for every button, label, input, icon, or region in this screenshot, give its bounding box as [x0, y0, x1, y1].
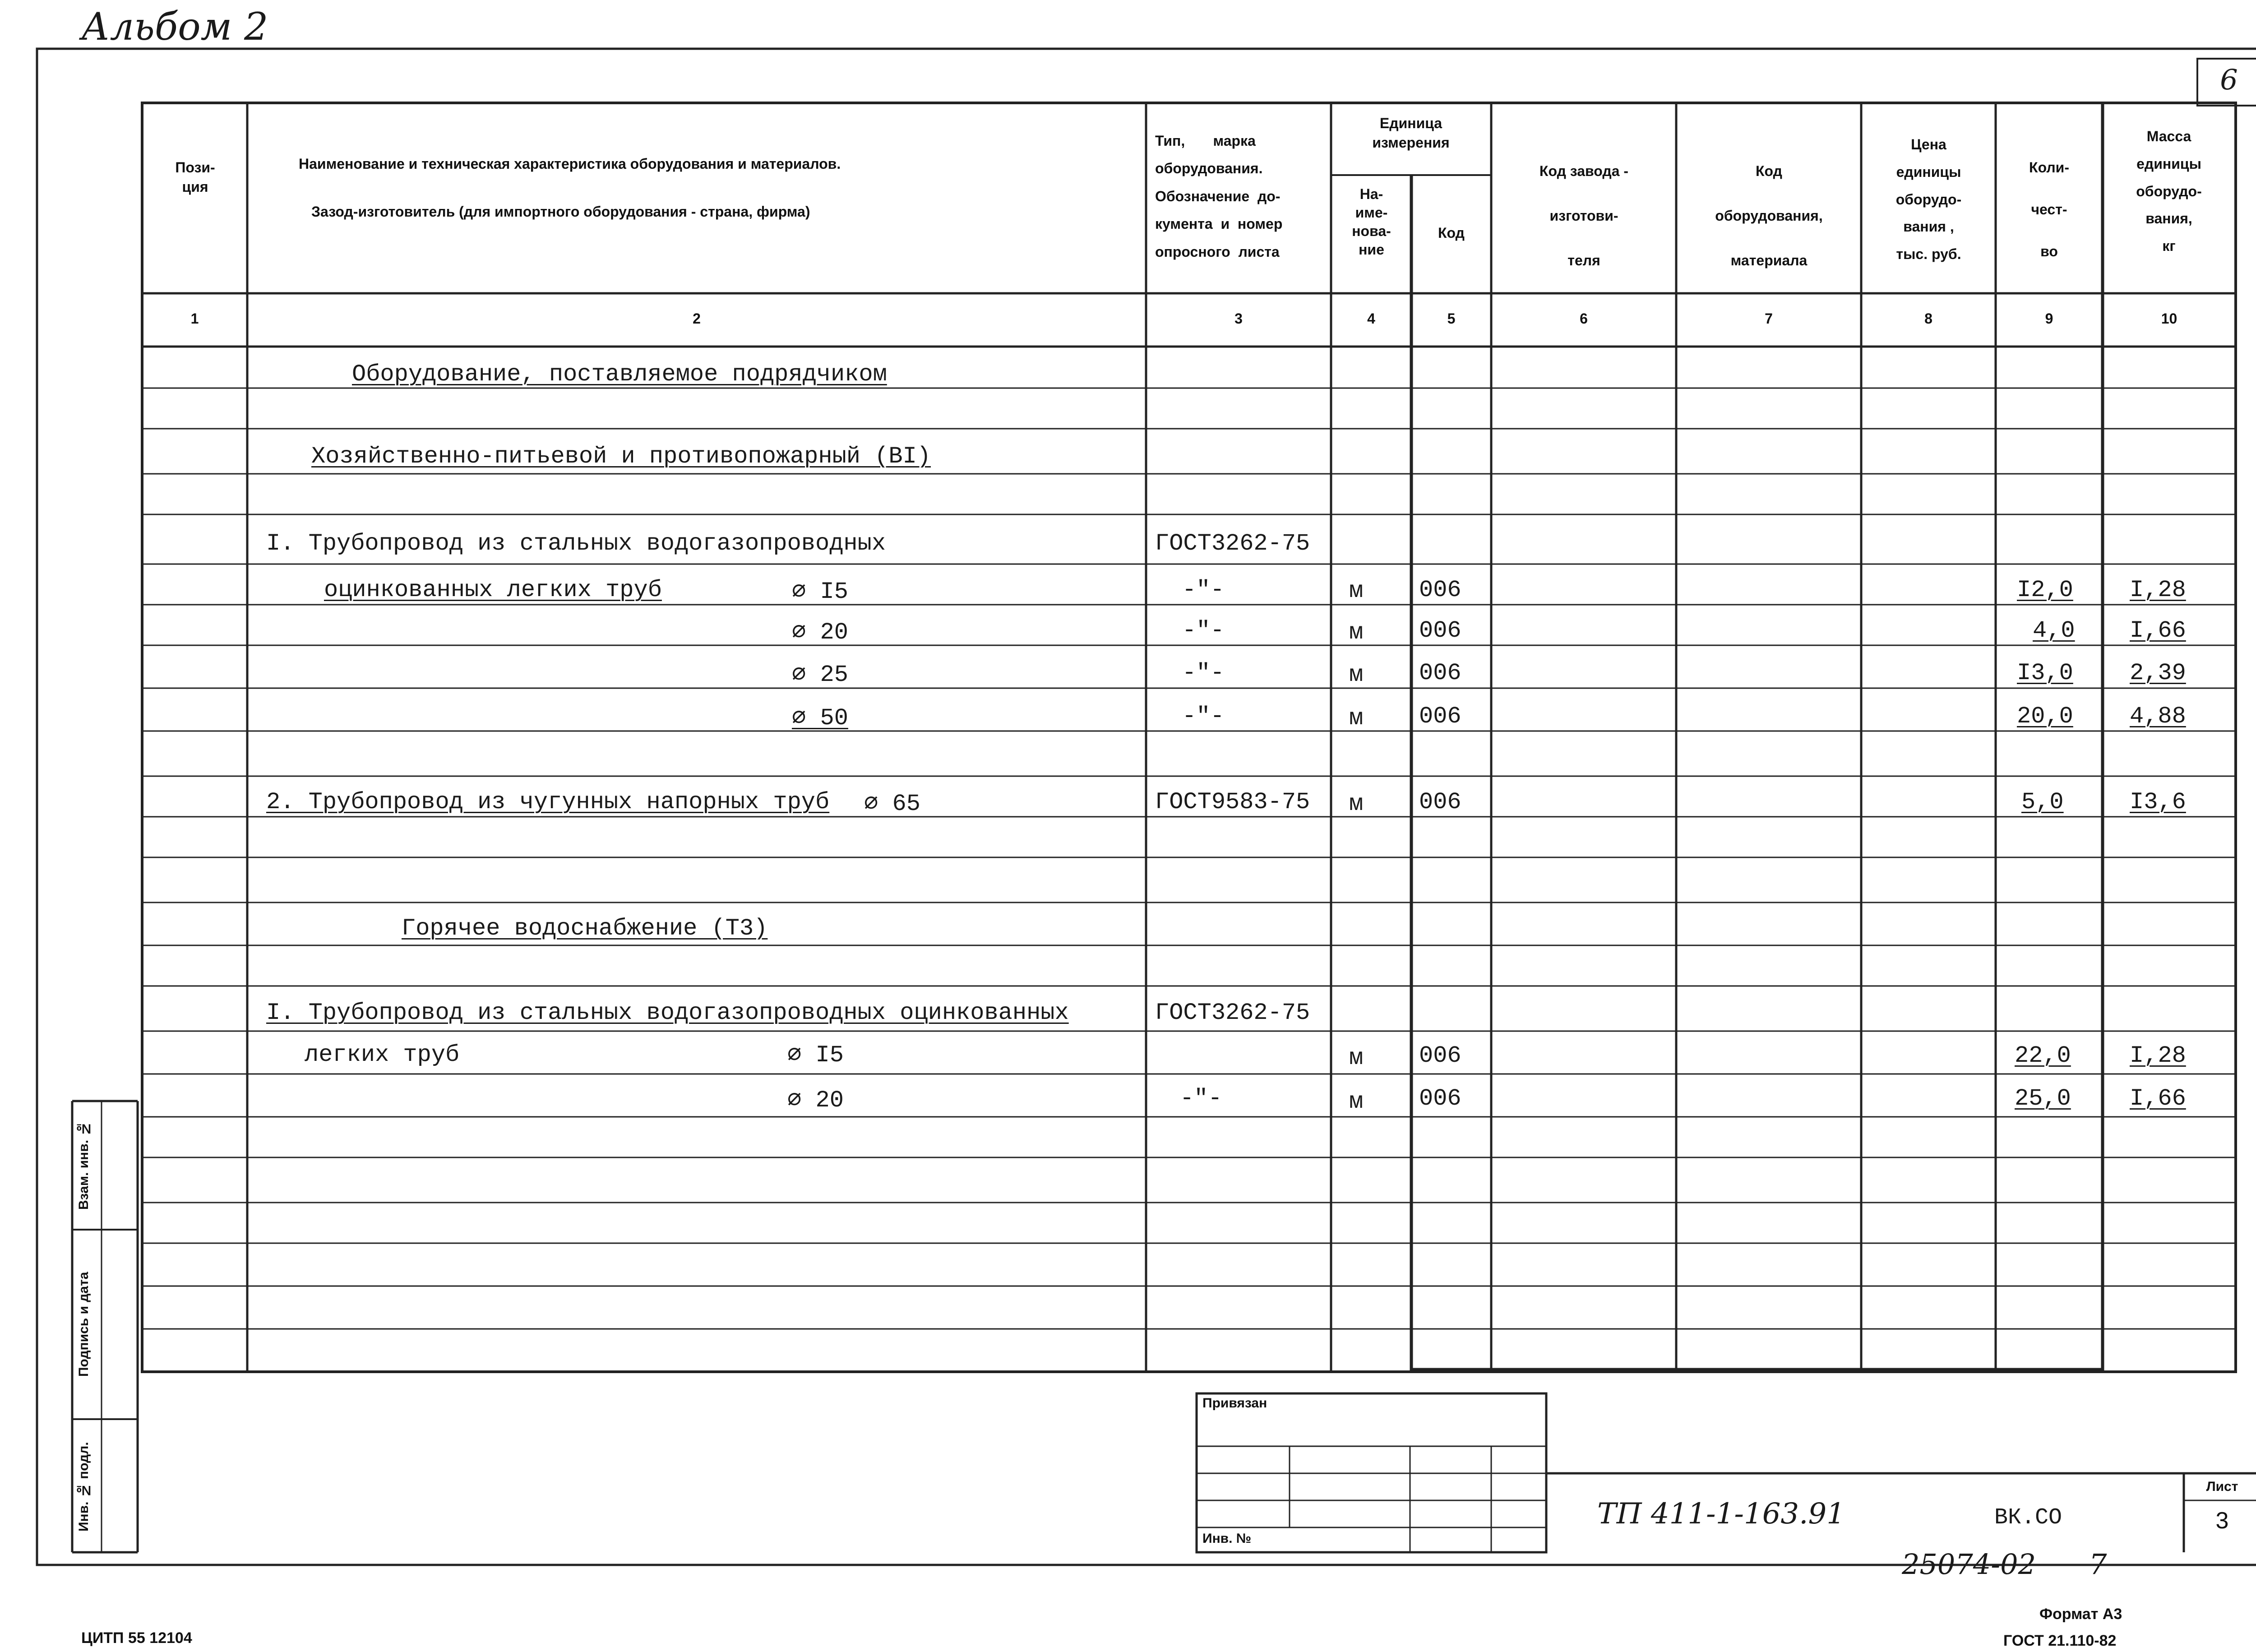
- header-unit-code: Код: [1438, 225, 1465, 241]
- system-title: Хозяйственно-питьевой и противопожарный (BI): [311, 443, 931, 470]
- header-quantity: Коли- чест- во: [2029, 159, 2069, 259]
- item-unit-code: 006: [1419, 577, 1461, 603]
- item-diameter: ⌀ 20: [787, 1087, 844, 1114]
- item-quantity: 22,0: [2015, 1042, 2071, 1069]
- item-unit: м: [1349, 1088, 1364, 1115]
- section-title: Оборудование, поставляемое подрядчиком: [352, 361, 887, 388]
- album-mark: Альбом 2: [81, 5, 268, 49]
- column-number: 8: [1924, 310, 1932, 327]
- item-diameter: ⌀ 65: [864, 791, 920, 817]
- item-unit: м: [1349, 791, 1364, 817]
- item-unit: м: [1349, 662, 1364, 688]
- item-mass: I3,6: [2130, 789, 2186, 815]
- item-unit: м: [1349, 705, 1364, 731]
- item-mass: 4,88: [2130, 703, 2186, 730]
- header-factory-code: Код завода - изготови- теля: [1539, 163, 1629, 269]
- item-unit-code: 006: [1419, 789, 1461, 815]
- item-quantity: 5,0: [2021, 789, 2064, 815]
- item-name: I. Трубопровод из стальных водогазопроводных оцинкованных: [266, 1000, 1069, 1026]
- section-title: Горячее водоснабжение (Т3): [402, 915, 768, 942]
- item-type: ГОСТ3262-75: [1155, 1000, 1310, 1026]
- header-unit-name: На- име- нова- ние: [1352, 186, 1391, 258]
- archive-number: 25074-02: [1902, 1548, 2036, 1581]
- item-name: оцинкованных легких труб: [324, 577, 662, 603]
- bound-label: Привязан: [1202, 1396, 1267, 1411]
- item-type: -"-: [1180, 1085, 1222, 1112]
- item-diameter: ⌀ 50: [792, 705, 848, 731]
- item-unit-code: 006: [1419, 1085, 1461, 1112]
- item-type: -"-: [1182, 660, 1225, 686]
- header-price: Цена единицы оборудо- вания , тыс. руб.: [1895, 136, 1962, 263]
- item-unit: м: [1349, 619, 1364, 646]
- inv-orig-label: Инв. № подл.: [76, 1442, 91, 1532]
- item-unit: м: [1349, 578, 1364, 604]
- item-quantity: 4,0: [2033, 617, 2075, 644]
- column-number: 5: [1447, 310, 1456, 327]
- item-unit-code: 006: [1419, 660, 1461, 686]
- item-name: легких труб: [305, 1041, 460, 1068]
- sign-date-label: Подпись и дата: [76, 1272, 91, 1377]
- item-diameter: ⌀ I5: [787, 1042, 844, 1069]
- archive-sheet: 7: [2089, 1548, 2107, 1581]
- item-diameter: ⌀ I5: [792, 578, 848, 605]
- column-number: 4: [1367, 310, 1375, 327]
- column-number: 2: [693, 310, 701, 327]
- corner-page-number: 6: [2220, 63, 2238, 96]
- header-name-line1: Наименование и техническая характеристика оборудования и материалов.: [299, 156, 841, 172]
- item-mass: I,28: [2130, 1042, 2186, 1069]
- item-quantity: 20,0: [2017, 703, 2073, 730]
- sheet-label: Лист: [2206, 1479, 2238, 1494]
- header-type: Тип, марка оборудования. Обозначение до- кумента и номер опросного листа: [1155, 133, 1283, 260]
- item-type: ГОСТ3262-75: [1155, 530, 1310, 557]
- item-type: ГОСТ9583-75: [1155, 789, 1310, 815]
- column-number: 1: [190, 310, 199, 327]
- column-number: 3: [1234, 310, 1243, 327]
- column-number: 10: [2161, 310, 2177, 327]
- item-mass: 2,39: [2130, 660, 2186, 686]
- item-quantity: I3,0: [2017, 660, 2073, 686]
- item-mass: I,28: [2130, 577, 2186, 603]
- header-name-line2: Зазод-изготовитель (для импортного оборудования - страна, фирма): [311, 204, 810, 220]
- printer-code: ЦИТП 55 12104: [81, 1629, 192, 1647]
- header-position: Пози- ция: [175, 159, 215, 195]
- column-number: 6: [1580, 310, 1588, 327]
- item-type: -"-: [1182, 577, 1225, 603]
- header-mass: Масса единицы оборудо- вания, кг: [2136, 128, 2202, 255]
- column-number: 7: [1765, 310, 1773, 327]
- item-name: 2. Трубопровод из чугунных напорных труб: [266, 789, 830, 815]
- header-equipment-code: Код оборудования, материала: [1715, 163, 1823, 269]
- replace-inv-label: Взам. инв. №: [76, 1121, 91, 1210]
- header-unit-group: Единица измерения: [1372, 115, 1450, 151]
- format-label: Формат А3: [2039, 1606, 2122, 1623]
- item-unit-code: 006: [1419, 1042, 1461, 1069]
- gost-label: ГОСТ 21.110-82: [2003, 1632, 2117, 1649]
- document-code: ВК.СО: [1994, 1505, 2062, 1531]
- item-type: -"-: [1182, 703, 1225, 730]
- sheet-number: 3: [2215, 1508, 2229, 1534]
- item-name: I. Трубопровод из стальных водогазопроводных: [266, 530, 886, 557]
- item-unit: м: [1349, 1045, 1364, 1071]
- item-quantity: I2,0: [2017, 577, 2073, 603]
- item-type: -"-: [1182, 617, 1225, 644]
- item-mass: I,66: [2130, 1085, 2186, 1112]
- column-number: 9: [2045, 310, 2053, 327]
- item-quantity: 25,0: [2015, 1085, 2071, 1112]
- item-unit-code: 006: [1419, 703, 1461, 730]
- item-diameter: ⌀ 20: [792, 619, 848, 646]
- inv-no-label: Инв. №: [1202, 1531, 1252, 1546]
- designation: ТП 411-1-163.91: [1597, 1497, 1845, 1531]
- item-diameter: ⌀ 25: [792, 662, 848, 688]
- item-mass: I,66: [2130, 617, 2186, 644]
- item-unit-code: 006: [1419, 617, 1461, 644]
